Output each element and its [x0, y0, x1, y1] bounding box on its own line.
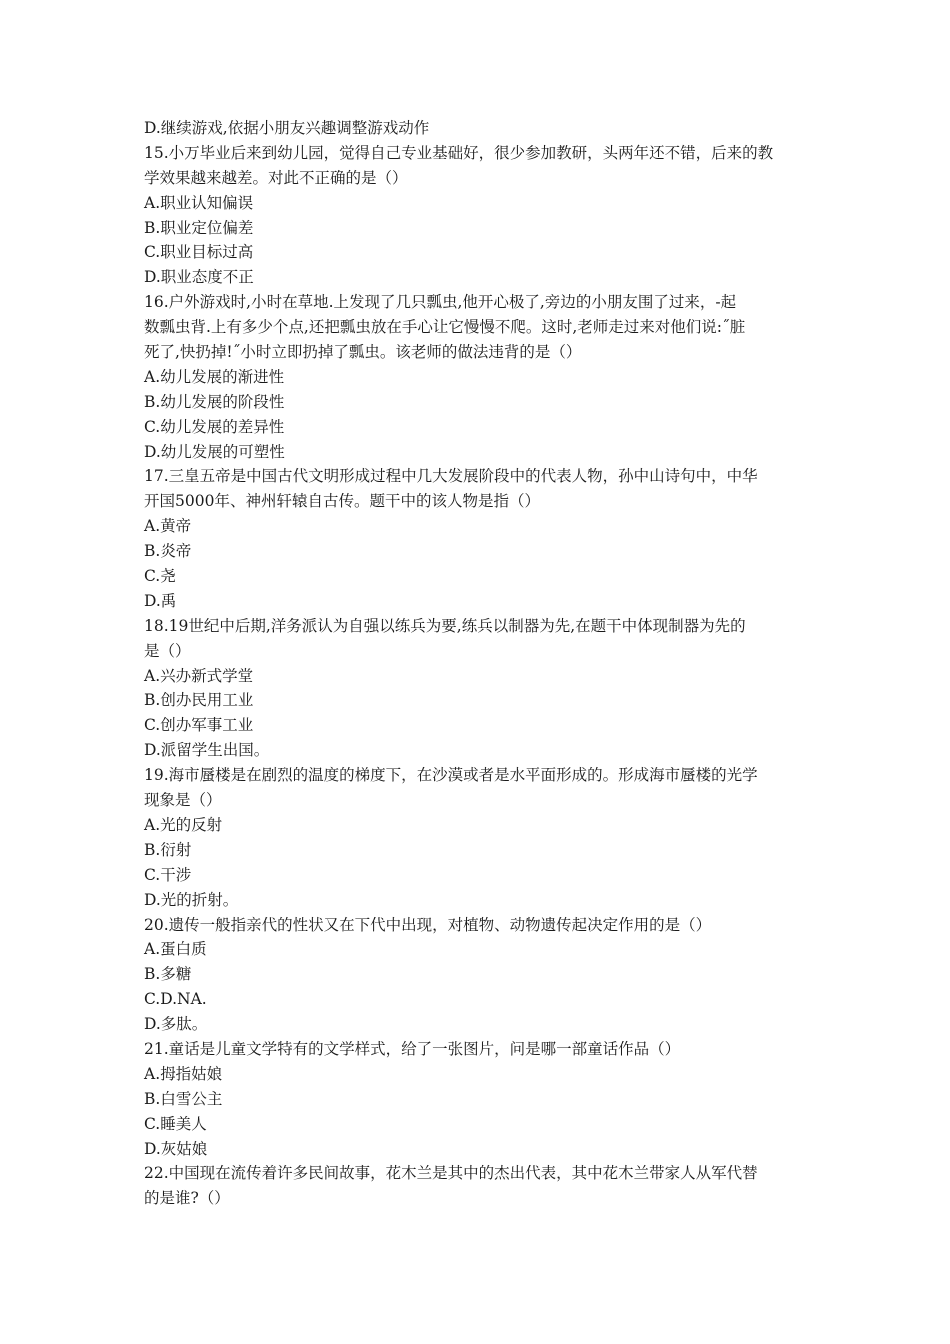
question-block [144, 913, 814, 1037]
answer-option: C.幼儿发展的差异性 [144, 417, 285, 436]
answer-option: B.白雪公主 [144, 1089, 223, 1108]
question-block [144, 1161, 814, 1211]
answer-option: A.黄帝 [144, 517, 192, 536]
answer-option: C.干涉 [144, 865, 192, 884]
answer-option: A.光的反射 [144, 815, 223, 834]
question-stem-line: 的是谁?（） [144, 1189, 230, 1208]
question-block [144, 464, 814, 613]
question-stem-line: 21.童话是儿童文学特有的文学样式，给了一张图片，问是哪一部童话作品（） [144, 1039, 681, 1058]
answer-option: B.炎帝 [144, 542, 192, 561]
answer-option: A.幼儿发展的渐进性 [144, 367, 285, 386]
answer-option: A.拇指姑娘 [144, 1064, 223, 1083]
question-block [144, 1037, 814, 1161]
answer-option: B.职业定位偏差 [144, 218, 254, 237]
answer-option: D.幼儿发展的可塑性 [144, 442, 285, 461]
question-stem-line: 19.海市蜃楼是在剧烈的温度的梯度下，在沙漠或者是水平面形成的。形成海市蜃楼的光学 [144, 766, 758, 785]
question-stem-line: 学效果越来越差。对此不正确的是（） [144, 168, 408, 187]
question-stem-line: 现象是（） [144, 791, 222, 810]
question-stem-line: 是（） [144, 641, 191, 660]
question-stem-line: 16.户外游戏时,小时在草地.上发现了几只瓢虫,他开心极了,旁边的小朋友围了过来，-起 [144, 293, 737, 312]
answer-option: C.尧 [144, 567, 176, 586]
question-stem-line: 22.中国现在流传着许多民间故事，花木兰是其中的杰出代表，其中花木兰带家人从军代替 [144, 1164, 758, 1183]
answer-option: D.禹 [144, 591, 177, 610]
question-stem-line: 17.三皇五帝是中国古代文明形成过程中几大发展阶段中的代表人物，孙中山诗句中，中华 [144, 467, 758, 486]
answer-option: B.衍射 [144, 840, 192, 859]
answer-option: D.光的折射。 [144, 890, 239, 909]
answer-option: B.多糖 [144, 965, 192, 984]
answer-option: B.创办民用工业 [144, 691, 254, 710]
question-block [144, 763, 814, 912]
answer-option: D.灰姑娘 [144, 1139, 208, 1158]
answer-option: C.D.NA. [144, 990, 207, 1009]
question-stem-line: 20.遗传一般指亲代的性状又在下代中出现，对植物、动物遗传起决定作用的是（） [144, 915, 712, 934]
answer-option: D.职业态度不正 [144, 268, 254, 287]
answer-option: C.创办军事工业 [144, 716, 254, 735]
answer-option: A.蛋白质 [144, 940, 207, 959]
answer-option: C.职业目标过高 [144, 243, 254, 262]
answer-option: A.兴办新式学堂 [144, 666, 254, 685]
question-block [144, 614, 814, 763]
question-block [144, 290, 814, 464]
question-stem-line: 开国5000年、神州轩辕自古传。题干中的该人物是指（） [144, 492, 540, 511]
question-block [144, 141, 814, 290]
question-14-option-d: D.继续游戏,依据小朋友兴趣调整游戏动作 [144, 119, 430, 137]
question-stem-line: 数瓢虫背.上有多少个点,还把瓢虫放在手心让它慢慢不爬。这时,老师走过来对他们说:˝脏 [144, 318, 746, 337]
answer-option: A.职业认知偏误 [144, 193, 254, 212]
answer-option: B.幼儿发展的阶段性 [144, 392, 285, 411]
question-stem-line: 18.19世纪中后期,洋务派认为自强以练兵为要,练兵以制器为先,在题干中体现制器为先的 [144, 616, 746, 635]
answer-option: D.派留学生出国。 [144, 741, 270, 760]
answer-option: C.睡美人 [144, 1114, 207, 1133]
document-body [144, 116, 814, 1211]
question-stem-line: 15.小万毕业后来到幼儿园，觉得自己专业基础好，很少参加教研，头两年还不错，后来的教 [144, 143, 774, 162]
question-stem-line: 死了,快扔掉!˝小时立即扔掉了瓢虫。该老师的做法违背的是（） [144, 343, 582, 362]
answer-option: D.多肽。 [144, 1015, 208, 1034]
